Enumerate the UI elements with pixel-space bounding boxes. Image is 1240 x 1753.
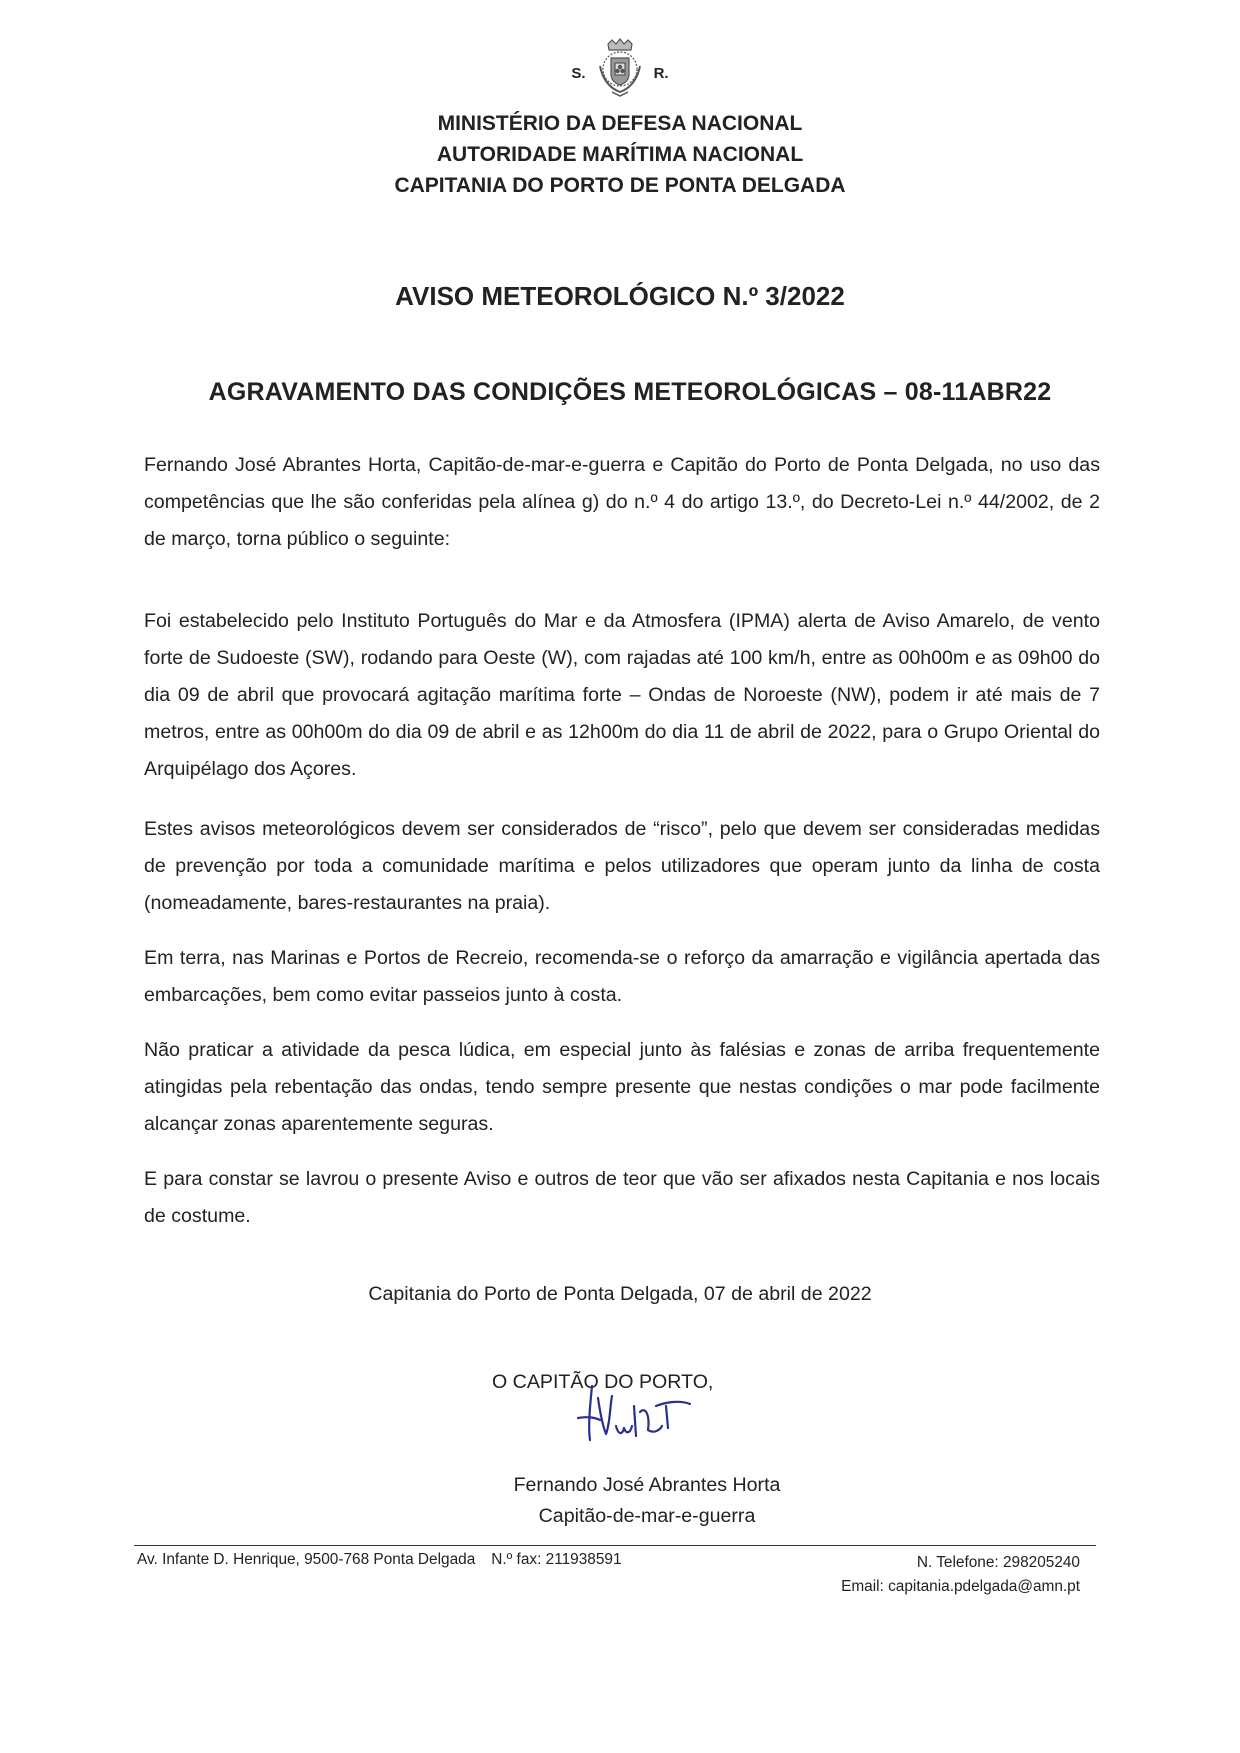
paragraph-marinas: Em terra, nas Marinas e Portos de Recreio, recomenda-se o reforço da amarração e vigilância apertada das embarcações, bem como evitar passeios junto à costa.: [144, 947, 1100, 1006]
paragraph-intro: Fernando José Abrantes Horta, Capitão-de-mar-e-guerra e Capitão do Porto de Ponta Delgada, no uso das competências que lhe são conferidas pela alínea g) do n.º 4 do artigo 13.º, do Decreto-Lei n.º 44/2002, de 2 de março, torna público o seguinte:: [144, 454, 1100, 550]
footer-fax: N.º fax: 211938591: [491, 1551, 622, 1568]
emblem-right-letter: R.: [653, 64, 669, 82]
paragraph-closing: E para constar se lavrou o presente Aviso e outros de teor que vão ser afixados nesta Capitania e nos locais de costume.: [144, 1168, 1100, 1227]
authority-line: AUTORIDADE MARÍTIMA NACIONAL: [436, 143, 804, 166]
signature-scrawl-icon: [570, 1376, 710, 1456]
paragraph-fishing: Não praticar a atividade da pesca lúdica, em especial junto às falésias e zonas de arriba frequentemente atingidas pela rebentação das ondas, tendo sempre presente que nestas condições o mar pode facilmente alcançar zonas aparentemente seguras.: [144, 1039, 1100, 1135]
footer-divider: [134, 1545, 1096, 1546]
paragraph-risk: Estes avisos meteorológicos devem ser considerados de “risco”, pelo que devem ser consideradas medidas de prevenção por toda a comunidade marítima e pelos utilizadores que operam junto da linha de costa (nomeadamente, bares-restaurantes na praia).: [144, 818, 1100, 914]
footer-contact-block: [841, 1551, 1080, 1599]
footer-address-block: [137, 1551, 622, 1569]
place-and-date: Capitania do Porto de Ponta Delgada, 07 de abril de 2022: [368, 1283, 872, 1305]
ministry-header: [0, 108, 1240, 201]
emblem-header: [0, 36, 1240, 98]
document-subject: AGRAVAMENTO DAS CONDIÇÕES METEOROLÓGICAS – 08-11ABR22: [208, 378, 1052, 406]
portuguese-coat-of-arms-icon: [594, 36, 646, 98]
signature-heading: O CAPITÃO DO PORTO,: [492, 1371, 714, 1393]
ministry-line: MINISTÉRIO DA DEFESA NACIONAL: [437, 112, 803, 135]
signer-name: Fernando José Abrantes Horta: [513, 1474, 781, 1496]
signer-rank: Capitão-de-mar-e-guerra: [538, 1505, 756, 1527]
captaincy-line: CAPITANIA DO PORTO DE PONTA DELGADA: [394, 174, 846, 197]
handwritten-signature: [452, 1396, 842, 1470]
document-title: AVISO METEOROLÓGICO N.º 3/2022: [395, 281, 845, 311]
emblem-left-letter: S.: [571, 64, 586, 82]
footer-email[interactable]: Email: capitania.pdelgada@amn.pt: [841, 1578, 1080, 1595]
signature-block: [452, 1368, 842, 1532]
paragraph-warning: Foi estabelecido pelo Instituto Português do Mar e da Atmosfera (IPMA) alerta de Aviso Amarelo, de vento forte de Sudoeste (SW), rodando para Oeste (W), com rajadas até 100 km/h, entre as 00h00m e as 09h00 do dia 09 de abril que provocará agitação marítima forte – Ondas de Noroeste (NW), podem ir até mais de 7 metros, entre as 00h00m do dia 09 de abril e as 12h00m do dia 11 de abril de 2022, para o Grupo Oriental do Arquipélago dos Açores.: [144, 610, 1100, 780]
footer-address: Av. Infante D. Henrique, 9500-768 Ponta Delgada: [137, 1551, 476, 1568]
footer-phone: N. Telefone: 298205240: [916, 1554, 1080, 1571]
